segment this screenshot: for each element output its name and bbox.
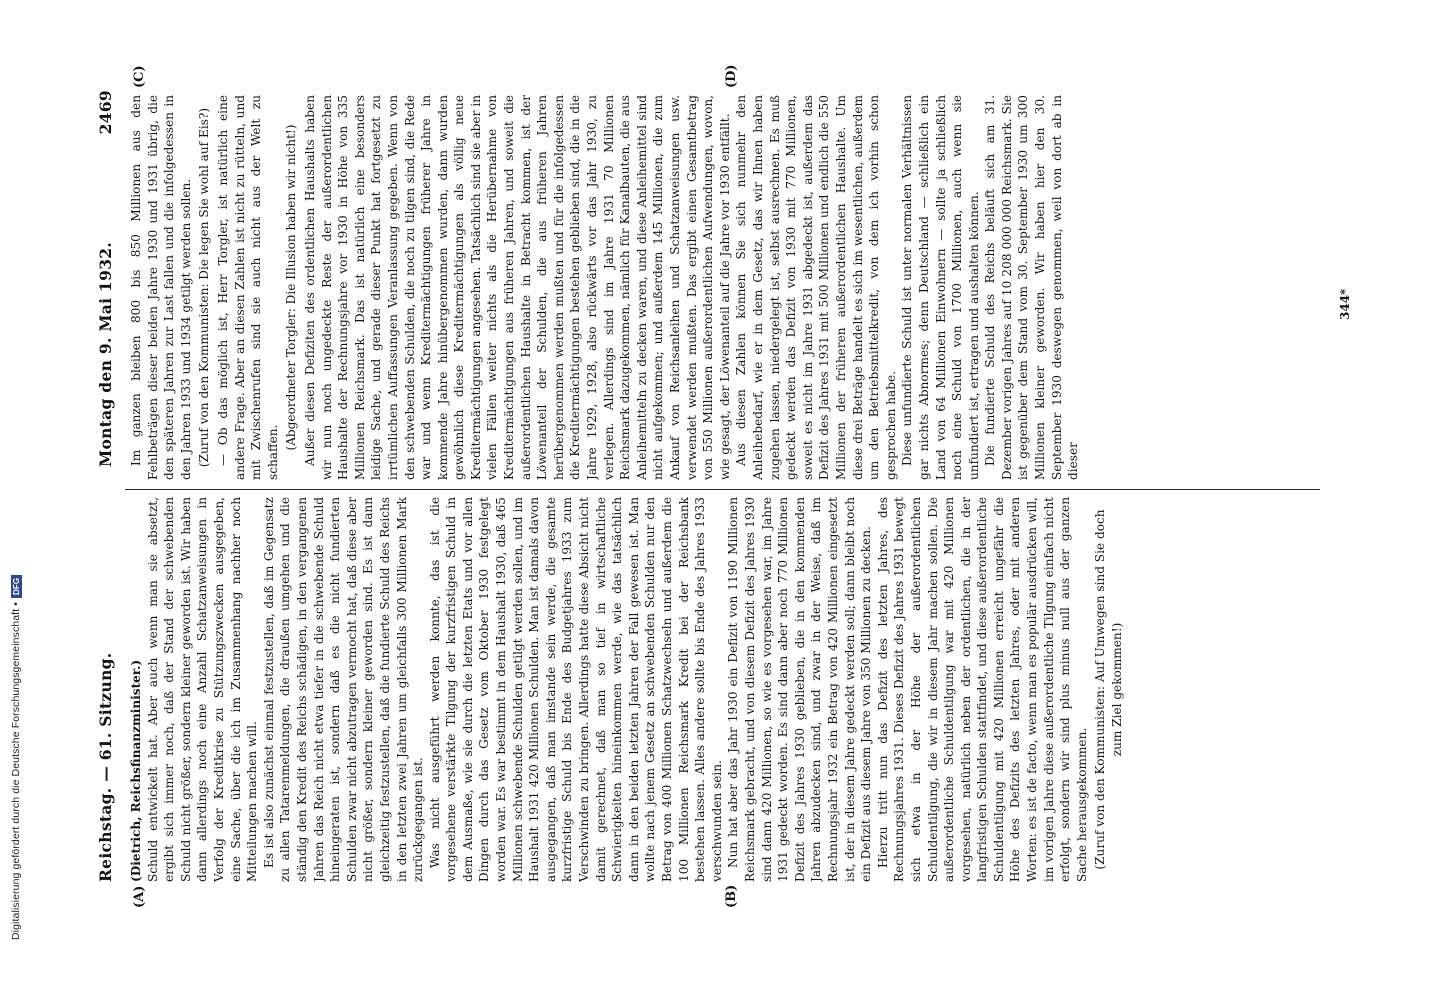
paragraph: Die fundierte Schuld des Reichs beläuft sich am 31. Dezember vorigen Jahres auf 10 208 000 000 Reichsmark. Sie ist gegenüber dem Stand vom 30. September 1930 um 300 Millionen kleiner geworden. Wir haben hier den 30. September 1930 deswegen genommen, weil von dort ab in dieser (983, 95, 1081, 480)
interjection: (Abgeordneter Torgler: Die Illusion haben wir nicht!) (284, 124, 299, 451)
marker-a: (A) (132, 885, 147, 908)
paragraph: Was nicht ausgeführt werden konnte, das ist die vorgesehene verstärkte Tilgung der kurzfristigen Schuld in dem Ausmaße, wie sie durch die letzten Etats und vor allen Dingen durch das Gesetz vom Oktober 1930 festgelegt worden war. Es war bestimmt in dem Haushalt 1930, daß 465 Millionen schwebende Schulden getilgt werden sollen, und im Haushalt 1931 420 Millionen Schulden. Man ist damals davon ausgegangen, daß man imstande sein werde, die gesamte kurzfristige Schuld bis Ende des Budgetjahres 1933 zum Verschwinden zu bringen. Allerdings hatte diese Absicht nicht damit gerechnet, daß man so tief in wirtschaftliche Schwierigkeiten hineinkommen werde, wie das tatsächlich dann in den beiden letzten Jahren der Fall gewesen ist. Man wollte nach jenem Gesetz an schwebenden Schulden nur den Betrag von 400 Millionen Schatzwechseln und außerdem die 100 Millionen Reichsmark Kredit bei der Reichsbank bestehen lassen. Alles andere sollte bis Ende des Jahres 1933 verschwunden sein. (427, 497, 724, 882)
paragraph: Es ist also zunächst einmal festzustellen, daß im Gegensatz zu allen Tatarenmeldungen, die draußen umgehen und die ständig den Kredit des Reichs schädigen, in den vergangenen Jahren das Reich nicht etwa tiefer in die schwebende Schuld hineingeraten ist, sondern daß es die nicht fundierten Schulden zwar nicht abzutragen vermocht hat, daß diese aber nicht größer, sondern kleiner geworden sind. Es ist dann gleichzeitig festzustellen, daß die fundierte Schuld des Reichs in den letzten zwei Jahren um gleichfalls 300 Millionen Mark zurückgegangen ist. (261, 497, 426, 882)
dfg-logo: DFG (11, 575, 22, 598)
marker-c: (C) (132, 65, 147, 88)
page-header (92, 90, 122, 882)
paragraph: Diese unfundierte Schuld ist unter normalen Verhältnissen gar nichts Abnormes; denn Deutschland — schließlich ein Land von 64 Millionen Einwohnern — sollte ja schließlich noch eine Schuld von 1700 Millionen, auch wenn sie unfundiert ist, ertragen und aushalten können. (900, 95, 981, 480)
left-column (128, 497, 1328, 882)
paragraph: Aus diesen Zahlen können Sie sich nunmehr den Anleihebedarf, wie er in dem Gesetz, das wir Ihnen haben zugehen lassen, niedergelegt ist, selbst ausrechnen. Es muß gedeckt werden das Defizit von 1930 mit 770 Millionen, soweit es nicht im Jahre 1931 abgedeckt ist, außerdem das Defizit des Jahres 1931 mit 500 Millionen und endlich die 550 Millionen der früheren außerordentlichen Haushalte. Um diese drei Beträge handelt es sich im wesentlichen, außerdem um den Betriebsmittelkredit, von dem ich vorhin schon gesprochen habe. (734, 95, 898, 480)
interjection: (Zuruf von den Kommunisten: Die legen Sie wohl auf Eis?) (197, 107, 212, 468)
paragraph: Schuld entwickelt hat. Aber auch wenn man sie absetzt, ergibt sich immer noch, daß der Stand der schwebenden Schuld nicht größer, sondern kleiner geworden ist. Wir haben dann allerdings noch eine Anzahl Schatzanweisungen in Verfolg der Kreditkrise zu Stützungszwecken ausgegeben, eine Sache, über die ich im Zusammenhang nachher noch Mitteilungen machen will. (145, 497, 260, 882)
paragraph: Außer diesen Defiziten des ordentlichen Haushalts haben wir nun noch ungedeckte Reste der außerordentlichen Haushalte der Rechnungsjahre vor 1930 in Höhe von 335 Millionen Reichsmark. Das ist natürlich eine besonders leidige Sache, und gerade dieser Punkt hat fortgesetzt zu irrtümlichen Auffassungen Veranlassung gegeben. Wenn von den schwebenden Schulden, die noch zu tilgen sind, die Rede war und wenn Kreditermächtigungen früherer Jahre in kommende Jahre hinübergenommen wurden, dann wurden gewöhnlich diese Kreditermächtigungen als völlig neue Kreditermächtigungen angesehen. Tatsächlich sind sie aber in vielen Fällen weiter nichts als die Herübernahme von Kreditermächtigungen aus früheren Jahren, und soweit die außerordentlichen Haushalte in Betracht kommen, ist der Löwenanteil der Schulden, die aus früheren Jahren herübergenommen werden mußten und für die infolgedessen die Kreditermächtigungen bestehen geblieben sind, die in die Jahre 1929, 1928, also rückwärts vor das Jahr 1930, zu verlegen. Allerdings sind im Jahre 1931 70 Millionen Reichsmark dazugekommen, nämlich für Kanalbauten, die aus Anleihemitteln zu decken waren, und diese Anleihemittel sind nicht aufgekommen; und außerdem 145 Millionen, die zum Ankauf von Reichsanleihen und Schatzanweisungen usw. verwendet werden mußten. Das ergibt einen Gesamtbetrag von 550 Millionen außerordentlichen Aufwendungen, wovon, wie gesagt, der Löwenanteil auf die Jahre vor 1930 entfällt. (302, 95, 732, 480)
speaker-line: (Dietrich, Reichsfinanzminister.) (129, 659, 143, 882)
digitization-credit (10, 575, 22, 940)
paragraph: Nun hat aber das Jahr 1930 ein Defizit von 1190 Millionen Reichsmark gebracht, und von diesem Defizit des Jahres 1930 sind dann 420 Millionen, so wie es vorgesehen war, im Jahre 1931 gedeckt worden. Es sind dann aber noch 770 Millionen Defizit des Jahres 1930 geblieben, die in den kommenden Jahren abzudecken sind, und zwar in der Weise, daß im Rechnungsjahr 1932 ein Betrag von 420 Millionen eingesetzt ist, der in diesem Jahre gedeckt werden soll; dann bleibt noch ein Defizit aus diesem Jahre von 350 Millionen zu decken. (726, 497, 874, 882)
right-column (128, 95, 1328, 480)
marker-b: (B) (724, 884, 739, 908)
paragraph: Im ganzen bleiben 800 bis 850 Millionen aus den Fehlbeträgen dieser beiden Jahre 1930 und 1931 übrig, die den späteren Jahren zur Last fallen und die infolgedessen in den Jahren 1933 und 1934 getilgt werden sollen. (129, 95, 193, 480)
column-divider (125, 489, 1320, 490)
paragraph: Hierzu tritt nun das Defizit des letzten Jahres, des Rechnungsjahres 1931. Dieses Defizit des Jahres 1931 bewegt sich etwa in der Höhe der außerordentlichen Schuldentilgung, die wir in diesem Jahr machen sollen. Die außerordentliche Schuldentilgung war mit 420 Millionen vorgesehen, natürlich neben der ordentlichen, die in der langfristigen Schulden stattfindet, und diese außerordentliche Schuldentilgung mit 420 Millionen erreicht ungefähr die Höhe des Defizits des letzten Jahres, oder mit anderen Worten: es ist de facto, wenn man es populär ausdrücken will, im vorigen Jahre diese außerordentliche Tilgung einfach nicht erfolgt, sondern wir sind plus minus null aus der ganzen Sache herausgekommen. (875, 497, 1089, 882)
page-number: 2469 (96, 90, 115, 135)
header-date: Montag den 9. Mai 1932. (96, 241, 115, 467)
marker-d: (D) (724, 64, 739, 88)
signature-mark: 344* (1338, 288, 1352, 320)
paragraph: — Ob das möglich ist, Herr Torgler, ist natürlich eine andere Frage. Aber an diesen Zahlen ist nicht zu rütteln, und mit Zwischenrufen sind sie auch nicht aus der Welt zu schaffen. (215, 95, 280, 480)
interjection: (Zuruf von den Kommunisten: Auf Umwegen sind Sie doch zum Ziel gekommen!) (1093, 509, 1125, 870)
header-session: Reichstag. — 61. Sitzung. (96, 652, 115, 882)
credit-text: Digitalisierung gefördert durch die Deutsche Forschungsgemeinschaft • (10, 602, 22, 940)
